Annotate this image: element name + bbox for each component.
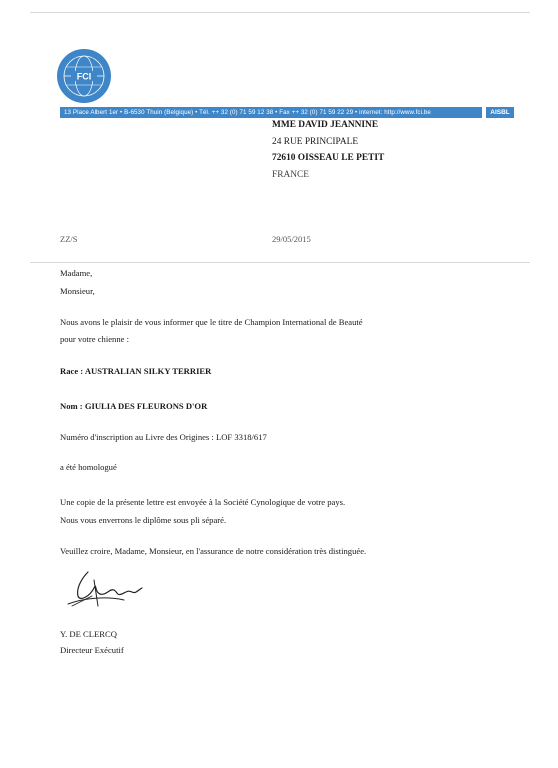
salutation-madame: Madame,: [60, 268, 93, 278]
homologated-line: a été homologué: [60, 462, 117, 472]
recipient-city: 72610 OISSEAU LE PETIT: [272, 153, 385, 163]
recipient-street: 24 RUE PRINCIPALE: [272, 137, 359, 147]
signatory-name: Y. DE CLERCQ: [60, 629, 117, 639]
letter-date: 29/05/2015: [272, 234, 311, 244]
top-scan-line: [30, 12, 530, 13]
recipient-country: FRANCE: [272, 170, 309, 180]
breed-line: Race : AUSTRALIAN SILKY TERRIER: [60, 366, 212, 376]
copy-note-line-1: Une copie de la présente lettre est envoyée à la Société Cynologique de votre pays.: [60, 497, 346, 507]
intro-line-1: Nous avons le plaisir de vous informer que le titre de Champion International de Beauté: [60, 317, 363, 327]
signatory-title: Directeur Exécutif: [60, 645, 124, 655]
dog-name-line: Nom : GIULIA DES FLEURONS D'OR: [60, 401, 208, 411]
status-badge: AISBL: [486, 107, 514, 118]
recipient-name: MME DAVID JEANNINE: [272, 120, 379, 130]
salutation-monsieur: Monsieur,: [60, 286, 95, 296]
closing-line: Veuillez croire, Madame, Monsieur, en l'assurance de notre considération très distinguée.: [60, 546, 367, 556]
reference: ZZ/S: [60, 234, 78, 244]
logo-text: FCI: [76, 71, 92, 82]
registration-line: Numéro d'inscription au Livre des Origines : LOF 3318/617: [60, 432, 267, 442]
organization-address-bar: 13 Place Albert 1er • B-6530 Thuin (Belgique) • Tél. ++ 32 (0) 71 59 12 38 • Fax ++ 32 (0) 71 59 22 29 • internet: http://www.fci.be: [60, 107, 482, 118]
handwritten-signature: [64, 566, 148, 610]
fci-logo: [56, 48, 112, 104]
copy-note-line-2: Nous vous enverrons le diplôme sous pli séparé.: [60, 515, 227, 525]
intro-line-2: pour votre chienne :: [60, 334, 129, 344]
scan-divider: [30, 262, 530, 263]
